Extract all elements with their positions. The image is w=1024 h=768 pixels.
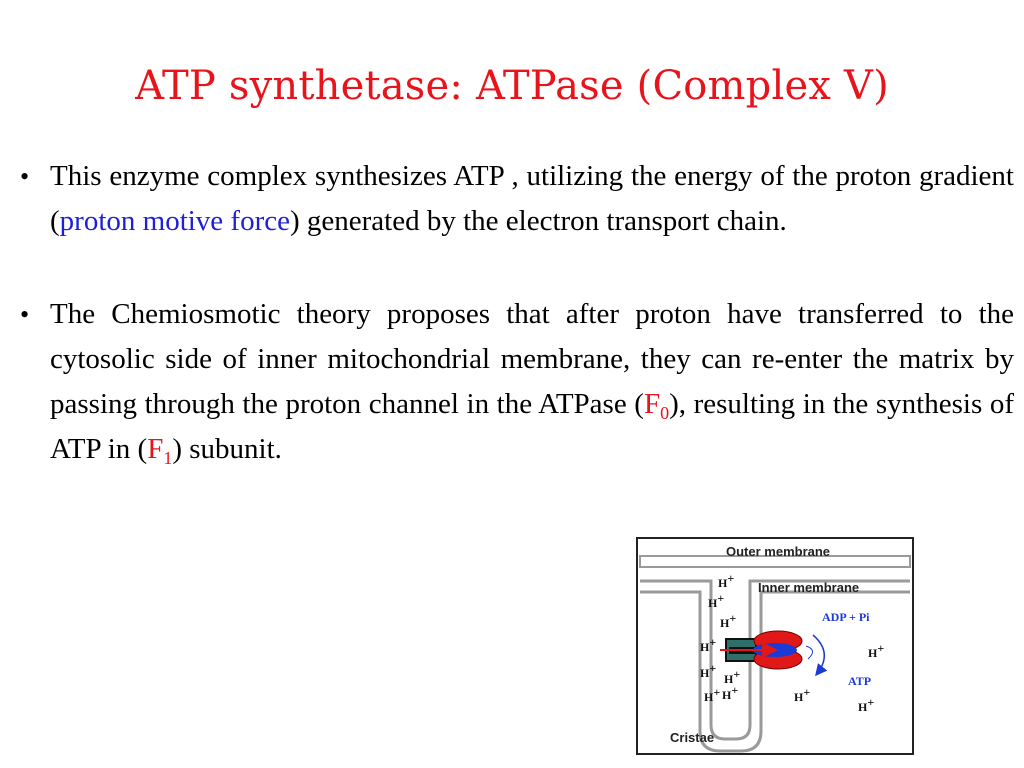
- proton-label: H+: [794, 685, 811, 704]
- atp-label: ATP: [848, 674, 872, 688]
- proton-label: H+: [858, 695, 875, 714]
- bullet-text: ) generated by the electron transport chain.: [290, 205, 787, 237]
- bullet-marker: •: [20, 300, 30, 329]
- adp-to-atp-arrow: [813, 635, 824, 675]
- proton-label: H+: [700, 635, 717, 654]
- f1-subunit: [147, 433, 173, 468]
- proton-label: H+: [720, 611, 737, 630]
- proton-label: H+: [722, 683, 739, 702]
- f0-subunit: [643, 388, 670, 423]
- bullet-marker: •: [20, 162, 30, 191]
- bullet-item-1: [20, 154, 1014, 244]
- bullet-item-2: [20, 292, 1014, 472]
- f1-rotation-mark: [806, 646, 813, 659]
- mitochondria-figure: [636, 537, 914, 755]
- cristae-label: Cristae: [670, 730, 715, 745]
- bullet-text: ), resulting in the synthesis of ATP in (: [50, 388, 1014, 465]
- slide-title: ATP synthetase: ATPase (Complex V): [135, 63, 889, 109]
- f0-letter: F: [643, 388, 661, 420]
- highlight-term: proton motive force: [59, 205, 290, 237]
- proton-label: H+: [718, 571, 735, 590]
- f1-subscript: 1: [163, 448, 173, 468]
- f1-letter: F: [147, 433, 164, 465]
- proton-label: H+: [708, 591, 725, 610]
- bullet-text: ) subunit.: [172, 433, 282, 465]
- bullet-text: The Chemiosmotic theory proposes that after proton have transferred to the cytosolic side of inner mitochondrial membrane, they can re-enter the matrix by passing through the proton channel in the ATPase (: [50, 298, 1014, 420]
- f0-subscript: 0: [660, 403, 670, 423]
- inner-membrane-label: Inner membrane: [758, 580, 860, 595]
- proton-label: H+: [704, 685, 721, 704]
- bullet-text: This enzyme complex synthesizes ATP , utilizing the energy of the proton gradient (: [50, 160, 1014, 237]
- outer-membrane-label: Outer membrane: [726, 544, 831, 559]
- adp-pi-label: ADP + Pi: [822, 610, 870, 624]
- proton-label: H+: [868, 641, 885, 660]
- proton-label: H+: [724, 667, 741, 686]
- bullet-list: [20, 154, 1014, 472]
- proton-label: H+: [700, 661, 717, 680]
